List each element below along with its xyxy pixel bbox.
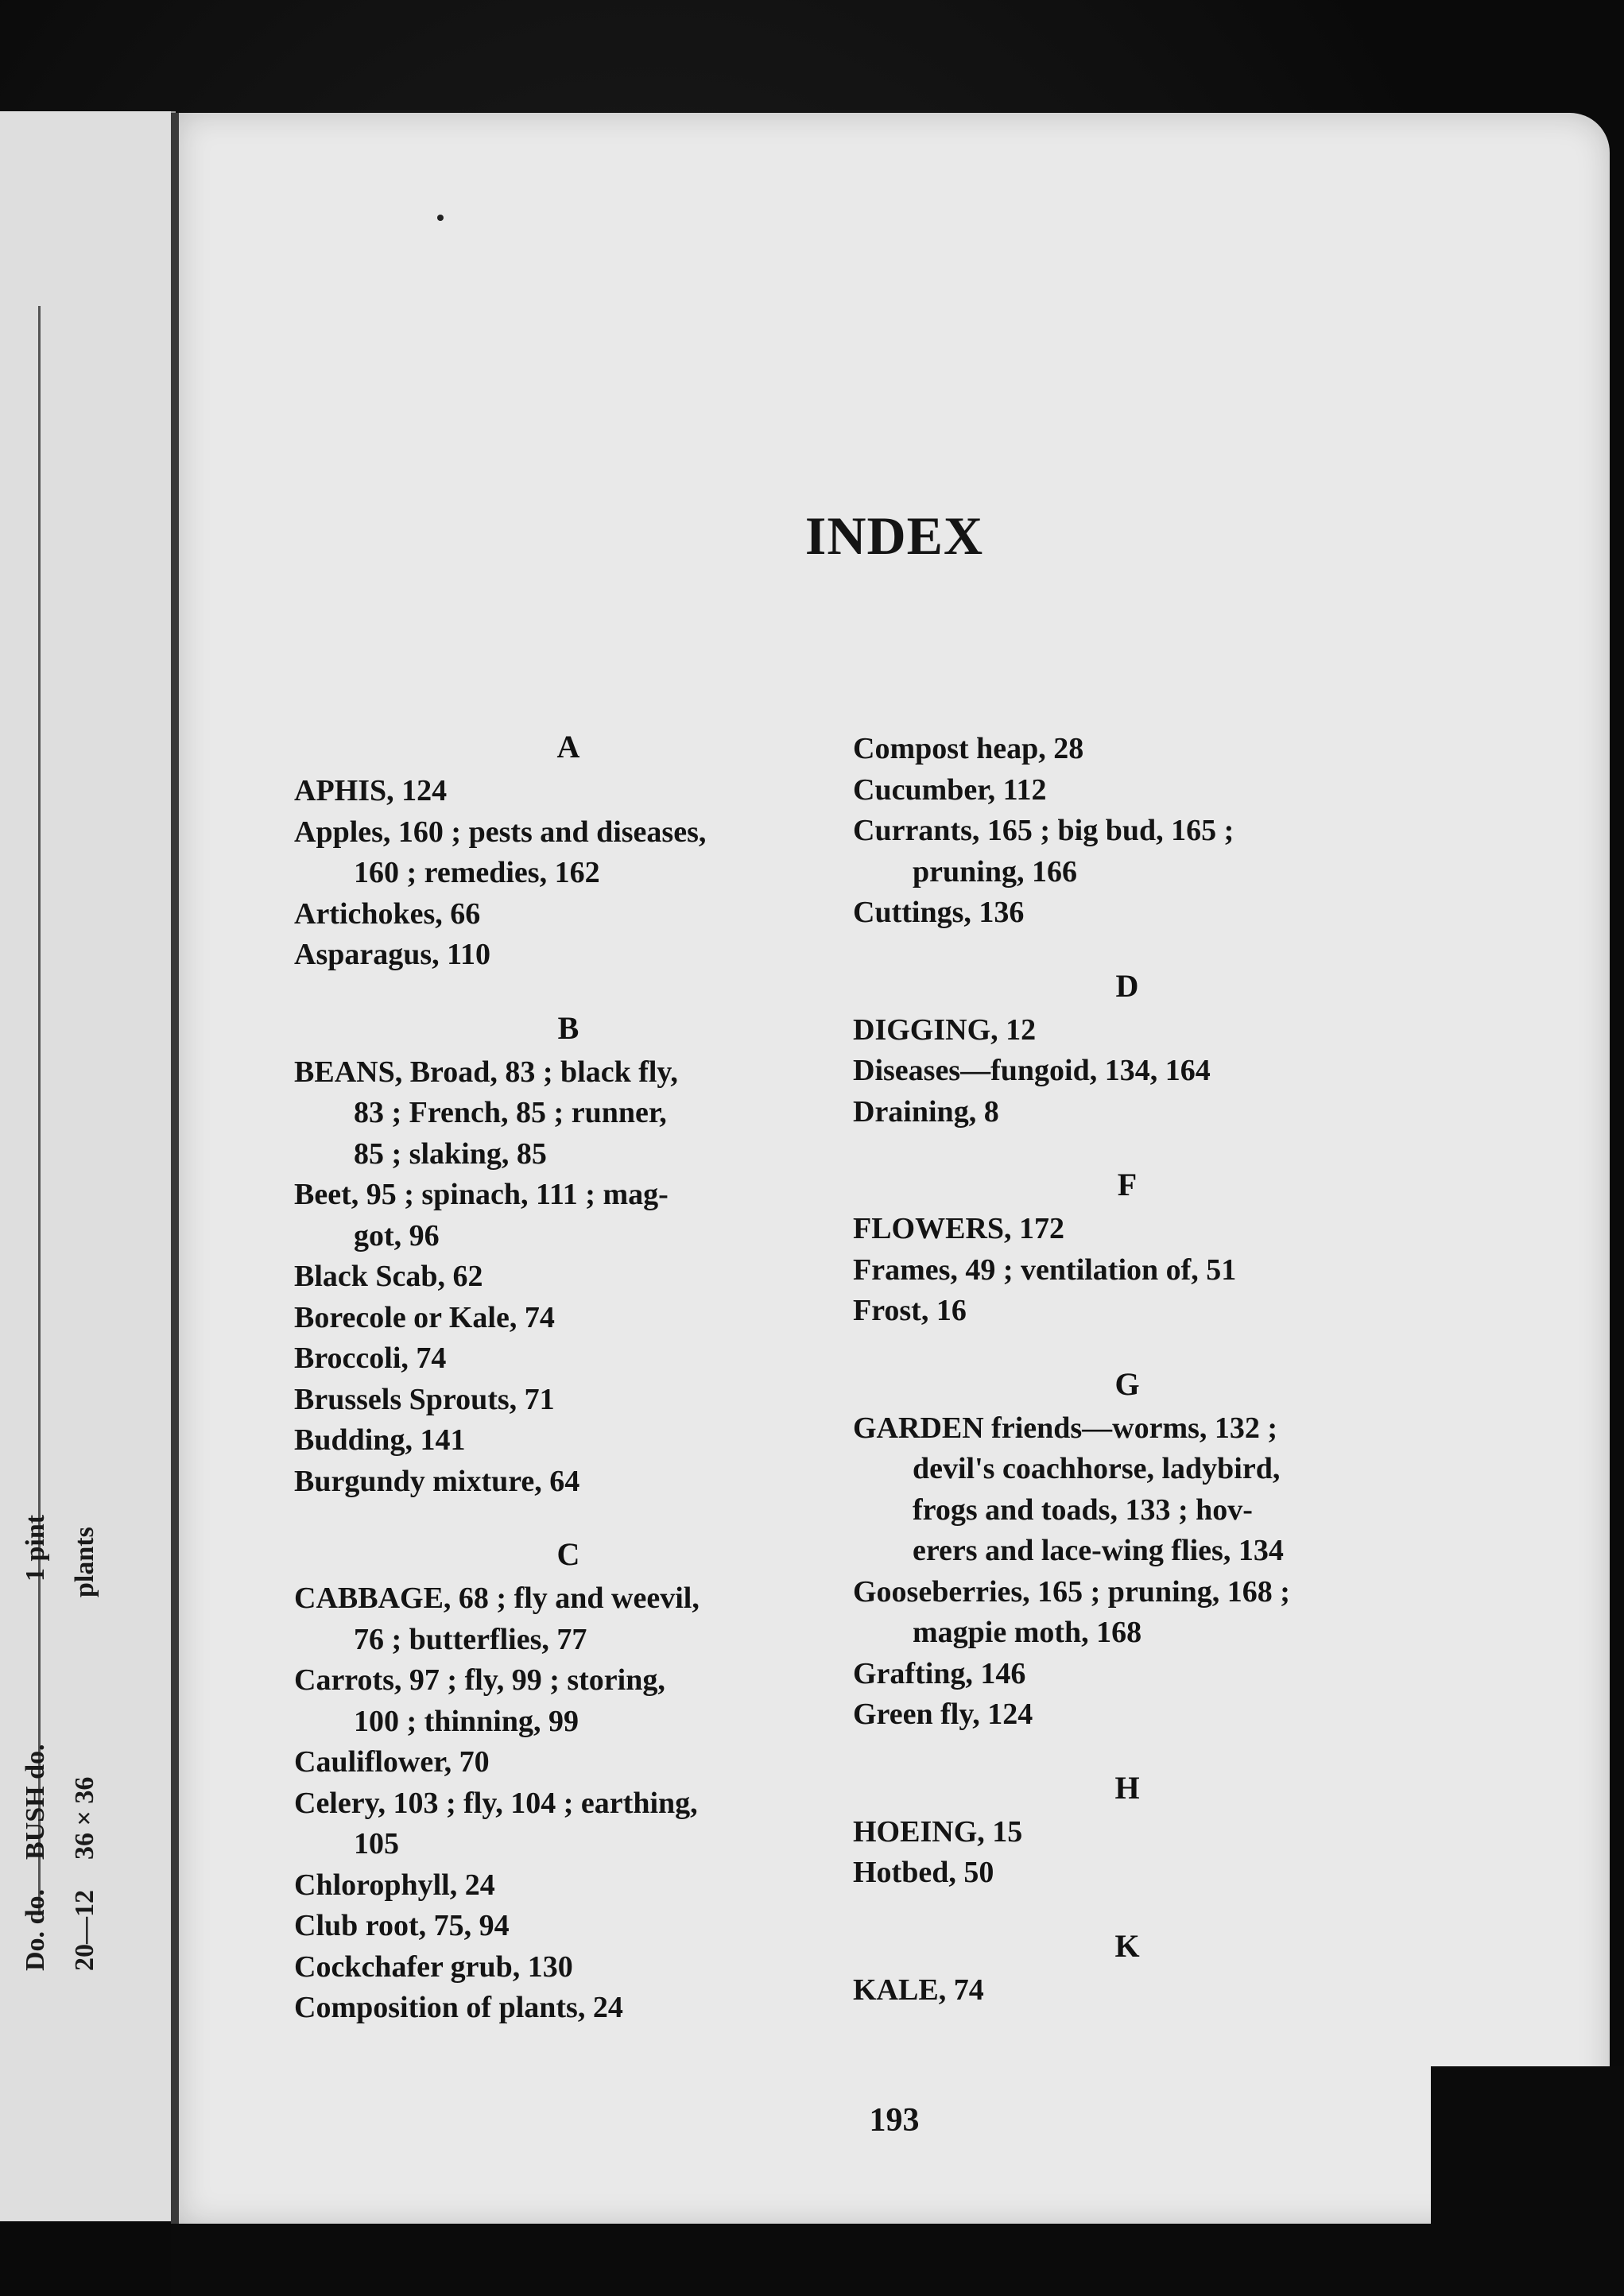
index-entry-line: Chlorophyll, 24	[294, 1868, 495, 1902]
index-entry-line: Carrots, 97 ; fly, 99 ; storing,	[294, 1663, 665, 1697]
index-entry	[853, 1694, 1545, 1736]
index-entry-line: KALE, 74	[853, 1973, 984, 2007]
index-entry	[853, 892, 1545, 934]
index-entry-line: magpie moth, 168	[913, 1616, 1142, 1649]
index-entry-line: Currants, 165 ; big bud, 165 ;	[853, 814, 1234, 847]
section-letter: C	[556, 1536, 580, 1572]
index-entry-line: Broccoli, 74	[294, 1342, 447, 1375]
section-letter: D	[1115, 967, 1139, 1004]
rotated-text: plants	[70, 1527, 99, 1597]
index-entry	[853, 1051, 1545, 1092]
index-entry-line: Gooseberries, 165 ; pruning, 168 ;	[853, 1574, 1290, 1609]
rotated-text: Do. do.	[21, 1889, 50, 1971]
index-entry	[853, 1209, 1545, 1250]
index-entry	[853, 1092, 1545, 1133]
index-entry-line: Diseases—fungoid, 134, 164	[853, 1054, 1211, 1087]
index-entry-line: frogs and toads, 133 ; hov-	[913, 1493, 1253, 1527]
index-entry-line: erers and lace-wing flies, 134	[913, 1534, 1284, 1567]
rotated-text: 36 × 36	[70, 1776, 99, 1860]
page-title: INDEX	[804, 505, 984, 566]
index-entry-line: Frames, 49 ; ventilation of, 51	[853, 1253, 1237, 1287]
section-letter: H	[1114, 1769, 1140, 1806]
index-entry	[853, 1970, 1545, 2011]
index-entry	[853, 811, 1545, 892]
index-page	[171, 113, 1610, 2225]
index-entry-line: Celery, 103 ; fly, 104 ; earthing,	[294, 1786, 698, 1820]
index-entry-line: 105	[354, 1827, 399, 1860]
rotated-text: BUSH do.	[21, 1744, 50, 1860]
index-entry-line: 160 ; remedies, 162	[354, 856, 600, 889]
index-entry-line: Asparagus, 110	[294, 938, 491, 971]
index-entry-line: Club root, 75, 94	[294, 1909, 510, 1942]
index-entry-line: pruning, 166	[913, 854, 1077, 889]
index-entry-line: FLOWERS, 172	[853, 1212, 1065, 1245]
index-entry-line: Budding, 141	[294, 1423, 466, 1457]
index-entry-line: APHIS, 124	[294, 774, 448, 807]
index-entry-line: Draining, 8	[853, 1094, 999, 1129]
index-entry-line: Apples, 160 ; pests and diseases,	[294, 815, 707, 849]
rotated-text: 20—12	[70, 1890, 99, 1971]
index-entry-line: Composition of plants, 24	[294, 1991, 623, 2024]
ink-speck	[437, 215, 444, 221]
scan-corner-shadow	[1431, 2066, 1624, 2296]
index-entry-line: Beet, 95 ; spinach, 111 ; mag-	[294, 1178, 669, 1211]
index-column-right	[853, 729, 1545, 2011]
index-entry	[853, 1250, 1545, 1291]
index-entry-line: Artichokes, 66	[294, 896, 481, 931]
index-entry-line: Green fly, 124	[853, 1698, 1033, 1731]
index-entry	[853, 729, 1545, 770]
left-facing-page	[0, 111, 176, 2221]
index-entry	[853, 1654, 1545, 1695]
index-entry-line: CABBAGE, 68 ; fly and weevil,	[294, 1582, 700, 1615]
section-letter: B	[557, 1009, 579, 1046]
page-number: 193	[869, 2102, 920, 2139]
index-entry-line: Cauliflower, 70	[294, 1745, 490, 1779]
section-letter: K	[1114, 1927, 1140, 1964]
left-page-rotated-line-1	[8, 366, 64, 1971]
index-entry	[853, 1572, 1545, 1654]
index-entry-line: Cockchafer grub, 130	[294, 1949, 573, 1984]
rotated-text: 1 pint	[21, 1514, 50, 1582]
index-entry-line: GARDEN friends—worms, 132 ;	[853, 1411, 1278, 1445]
index-entry-line: Hotbed, 50	[853, 1856, 994, 1889]
index-entry-line: Brussels Sprouts, 71	[294, 1382, 555, 1416]
section-letter: A	[556, 729, 580, 765]
index-entry	[853, 1291, 1545, 1332]
index-entry-line: got, 96	[354, 1218, 440, 1253]
index-entry-line: BEANS, Broad, 83 ; black fly,	[294, 1055, 678, 1089]
index-entry-line: Black Scab, 62	[294, 1260, 483, 1293]
index-entry	[853, 770, 1545, 811]
index-entry-line: HOEING, 15	[853, 1814, 1023, 1849]
index-entry	[853, 1812, 1545, 1853]
index-entry-line: 100 ; thinning, 99	[354, 1704, 579, 1738]
section-letter: G	[1114, 1365, 1140, 1402]
index-entry-line: Borecole or Kale, 74	[294, 1300, 555, 1334]
left-page-rotated-line-2	[57, 366, 113, 1971]
index-entry-line: Cucumber, 112	[853, 772, 1047, 807]
index-entry-line: Compost heap, 28	[853, 732, 1084, 765]
index-entry-line: Cuttings, 136	[853, 896, 1025, 929]
scan-shadow-bottom	[171, 2224, 1624, 2296]
index-entry-line: devil's coachhorse, ladybird,	[913, 1452, 1281, 1485]
index-entry	[853, 1408, 1545, 1572]
index-entry-line: Frost, 16	[853, 1294, 967, 1327]
index-entry-line: DIGGING, 12	[853, 1012, 1037, 1047]
index-entry-line: 85 ; slaking, 85	[354, 1136, 547, 1171]
section-letter: F	[1117, 1167, 1138, 1202]
index-entry-line: 76 ; butterflies, 77	[354, 1622, 587, 1656]
index-entry-line: Grafting, 146	[853, 1656, 1026, 1690]
index-entry-line: 83 ; French, 85 ; runner,	[354, 1096, 667, 1129]
index-entry	[853, 1853, 1545, 1894]
index-entry-line: Burgundy mixture, 64	[294, 1464, 580, 1498]
index-entry	[853, 1010, 1545, 1051]
